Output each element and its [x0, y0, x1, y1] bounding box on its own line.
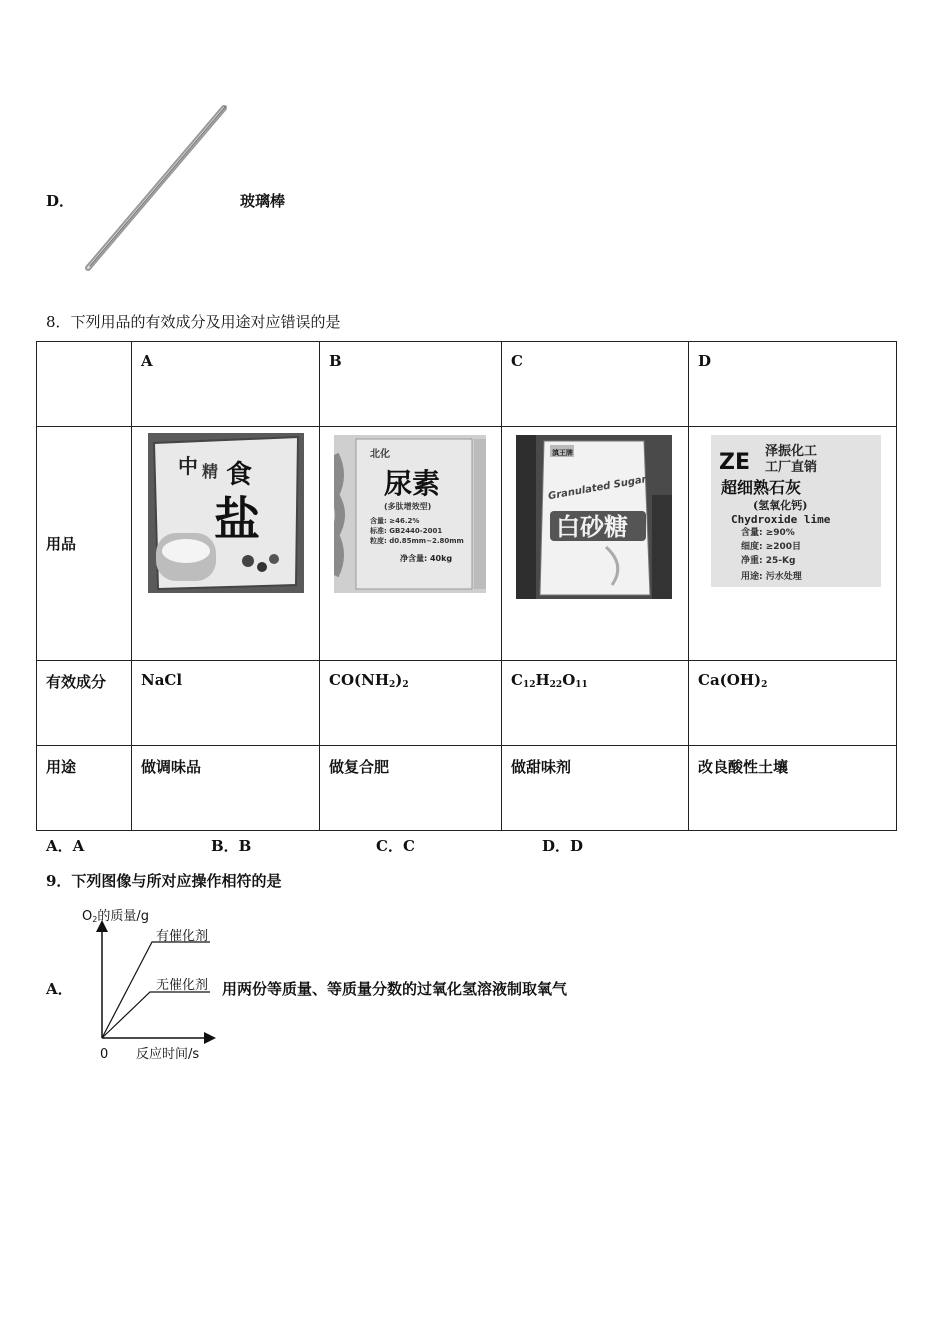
sugar-brand-tag: 滇王牌	[552, 449, 573, 457]
use-d: 改良酸性土壤	[689, 746, 897, 831]
table-row-use	[37, 746, 897, 831]
q8-table	[36, 341, 897, 831]
row-label-product: 用品	[37, 427, 132, 661]
origin-label: 0	[100, 1047, 109, 1062]
component-d-sub: 2	[761, 680, 768, 690]
urea-net: 净含量: 40kg	[400, 554, 453, 563]
curve-1-label: 有催化剂	[156, 929, 209, 944]
component-b-tail: )	[395, 671, 403, 689]
component-d	[689, 661, 897, 746]
product-a-cell	[132, 427, 320, 661]
header-d: D	[689, 342, 897, 427]
lime-line-6: 含量: ≥90%	[741, 528, 795, 538]
lime-line-2: 工厂直销	[765, 460, 818, 475]
lime-line-7: 细度: ≥200目	[741, 542, 802, 552]
component-b	[320, 661, 502, 746]
lime-line-9: 用途: 污水处理	[741, 572, 802, 582]
q8-choice-d[interactable]: D．D	[542, 837, 584, 855]
urea-sub: (多肽增效型)	[384, 502, 432, 511]
component-d-main: Ca(OH)	[698, 671, 762, 689]
component-b-sub: 2	[389, 680, 396, 690]
urea-line-3: 粒度: d0.85mm~2.80mm	[370, 537, 464, 545]
table-row-component	[37, 661, 897, 746]
urea-brand: 北化	[370, 449, 390, 460]
curve-without-catalyst	[102, 992, 210, 1038]
option-d-text: 玻璃棒	[240, 192, 286, 210]
header-b: B	[320, 342, 502, 427]
use-c: 做甜味剂	[502, 746, 689, 831]
sugar-arc-text: Granulated Sugar	[547, 474, 648, 503]
row-label-component: 有效成分	[37, 661, 132, 746]
component-a: NaCl	[132, 661, 320, 746]
question-9-title: 9．下列图像与所对应操作相符的是	[46, 872, 282, 890]
product-d-cell	[689, 427, 897, 661]
component-c-o-sub: 11	[575, 680, 588, 690]
lime-line-1: 泽振化工	[765, 444, 818, 459]
lime-line-8: 净重: 25-Kg	[741, 556, 796, 566]
component-b-sub2: 2	[402, 680, 409, 690]
salt-bag-char-2: 精	[202, 462, 219, 481]
question-8-title: 8．下列用品的有效成分及用途对应错误的是	[46, 313, 341, 331]
option-d-label: D．	[46, 192, 75, 210]
x-axis-label: 反应时间/s	[136, 1047, 200, 1062]
urea-big-text: 尿素	[384, 467, 441, 500]
table-row-product	[37, 427, 897, 661]
urea-line-1: 含量: ≥46.2%	[370, 517, 420, 525]
salt-bag-big-char: 盐	[214, 492, 260, 546]
urea-bag-image	[334, 435, 486, 593]
component-b-main: CO(NH	[329, 671, 389, 689]
sugar-big-text: 白砂糖	[556, 512, 628, 541]
q8-choice-a[interactable]: A．A	[46, 837, 85, 855]
glass-rod-icon	[80, 100, 240, 280]
component-c-h-sub: 22	[549, 680, 563, 690]
q9-option-a-text: 用两份等质量、等质量分数的过氧化氢溶液制取氧气	[222, 980, 568, 998]
lime-line-4: (氢氧化钙)	[753, 499, 808, 512]
q8-choice-c[interactable]: C．C	[376, 837, 415, 855]
q8-choice-b[interactable]: B．B	[211, 837, 252, 855]
product-c-cell	[502, 427, 689, 661]
use-b: 做复合肥	[320, 746, 502, 831]
lime-bag-image	[711, 435, 881, 587]
product-b-cell	[320, 427, 502, 661]
header-c: C	[502, 342, 689, 427]
urea-line-2: 标准: GB2440-2001	[370, 527, 443, 535]
header-blank	[37, 342, 132, 427]
lime-line-5: Chydroxide lime	[731, 513, 831, 526]
sugar-bag-image	[516, 435, 672, 599]
salt-bag-char-1: 中	[178, 454, 198, 478]
q9-option-a-label[interactable]: A．	[46, 980, 73, 998]
salt-bag-image	[148, 433, 304, 593]
component-c-h: H	[535, 671, 550, 689]
component-c-c: C	[511, 671, 523, 689]
table-header-row	[37, 342, 897, 427]
component-c-o: O	[562, 671, 576, 689]
header-a: A	[132, 342, 320, 427]
y-axis-label: O2的质量/g	[82, 909, 149, 924]
curve-2-label: 无催化剂	[156, 978, 209, 993]
salt-bag-char-3: 食	[226, 460, 253, 490]
oxygen-mass-graph	[78, 900, 220, 1066]
row-label-use: 用途	[37, 746, 132, 831]
lime-logo: ZE	[719, 450, 750, 475]
component-c-c-sub: 12	[522, 680, 536, 690]
use-a: 做调味品	[132, 746, 320, 831]
lime-line-3: 超细熟石灰	[721, 478, 802, 497]
component-c	[502, 661, 689, 746]
